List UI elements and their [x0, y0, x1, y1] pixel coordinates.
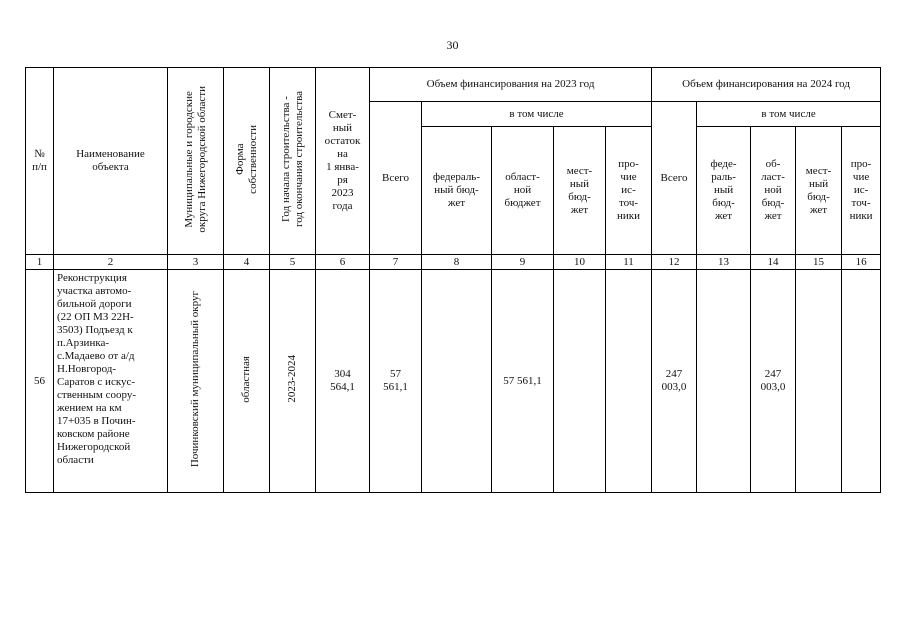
col-num-13: 13: [697, 255, 751, 270]
header-total-2023: Всего: [370, 102, 422, 255]
header-loc-2023: мест- ный бюд- жет: [554, 127, 606, 255]
header-fin-2024: Объем финансирования на 2024 год: [652, 68, 881, 102]
row-fed-2023: [422, 270, 492, 493]
col-num-16: 16: [842, 255, 881, 270]
col-num-15: 15: [796, 255, 842, 270]
row-name: Реконструкция участка автомо- бильной дороги (22 ОП МЗ 22Н- 3503) Подъезд к п.Арзинка- с.Мадаево от а/д Н.Новгород- Саратов с искус- ственным соору- жением на км 17+035 в Почин- ковском районе Нижегородской области: [54, 270, 168, 493]
header-oth-2023: про- чие ис- точ- ники: [606, 127, 652, 255]
page-number: 30: [446, 38, 459, 52]
header-total-2024: Всего: [652, 102, 697, 255]
header-municipality: Муниципальные и городские округа Нижегородской области: [168, 68, 224, 255]
col-num-12: 12: [652, 255, 697, 270]
row-loc-2023: [554, 270, 606, 493]
header-loc-2024: мест- ный бюд- жет: [796, 127, 842, 255]
header-ownership: Форма собственности: [224, 68, 270, 255]
header-reg-2023: област- ной бюджет: [492, 127, 554, 255]
header-num: № п/п: [26, 68, 54, 255]
col-num-11: 11: [606, 255, 652, 270]
row-total-2023: 57 561,1: [370, 270, 422, 493]
col-num-14: 14: [751, 255, 796, 270]
col-num-4: 4: [224, 255, 270, 270]
row-balance: 304 564,1: [316, 270, 370, 493]
header-fed-2023: федераль- ный бюд- жет: [422, 127, 492, 255]
row-loc-2024: [796, 270, 842, 493]
row-reg-2023: 57 561,1: [492, 270, 554, 493]
row-municipality: Починковский муниципальный округ: [168, 270, 224, 493]
row-ownership: областная: [224, 270, 270, 493]
col-num-1: 1: [26, 255, 54, 270]
header-oth-2024: про- чие ис- точ- ники: [842, 127, 881, 255]
table-row: [26, 270, 881, 493]
header-name: Наименование объекта: [54, 68, 168, 255]
col-num-3: 3: [168, 255, 224, 270]
header-fin-2023: Объем финансирования на 2023 год: [370, 68, 652, 102]
row-reg-2024: 247 003,0: [751, 270, 796, 493]
header-fed-2024: феде- раль- ный бюд- жет: [697, 127, 751, 255]
row-oth-2023: [606, 270, 652, 493]
col-num-9: 9: [492, 255, 554, 270]
col-num-2: 2: [54, 255, 168, 270]
header-balance: Смет- ный остаток на 1 янва- ря 2023 года: [316, 68, 370, 255]
col-num-6: 6: [316, 255, 370, 270]
header-years: Год начала строительства - год окончания строительства: [270, 68, 316, 255]
header-incl-2023: в том числе: [422, 102, 652, 127]
column-number-row: [26, 255, 881, 270]
row-fed-2024: [697, 270, 751, 493]
col-num-5: 5: [270, 255, 316, 270]
col-num-8: 8: [422, 255, 492, 270]
col-num-7: 7: [370, 255, 422, 270]
row-num: 56: [26, 270, 54, 493]
row-years: 2023-2024: [270, 270, 316, 493]
row-oth-2024: [842, 270, 881, 493]
financing-table: [25, 67, 881, 493]
header-reg-2024: об- ласт- ной бюд- жет: [751, 127, 796, 255]
row-total-2024: 247 003,0: [652, 270, 697, 493]
col-num-10: 10: [554, 255, 606, 270]
header-incl-2024: в том числе: [697, 102, 881, 127]
